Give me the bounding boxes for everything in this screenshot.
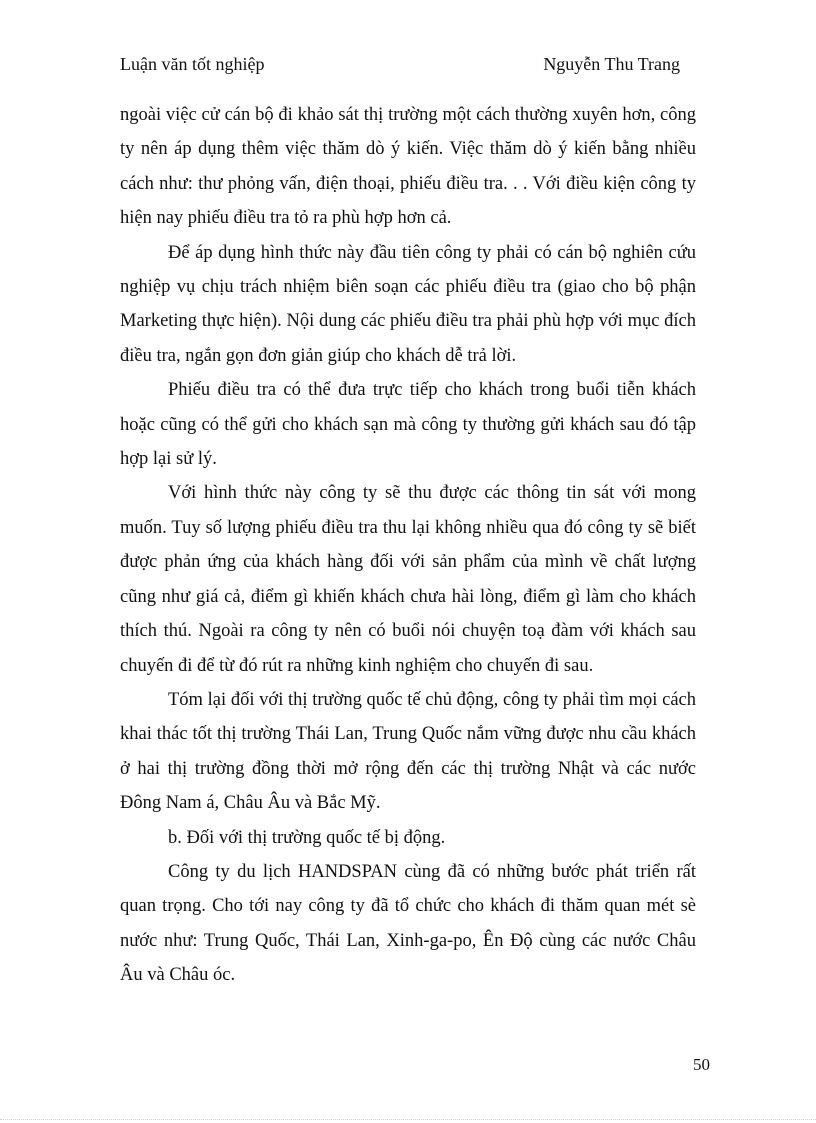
paragraph: Với hình thức này công ty sẽ thu được các thông tin sát với mong muốn. Tuy số lượng phiếu điều tra thu lại không nhiều qua đó công ty sẽ biết được phản ứng của khách hàng đối với sản phẩm của mình về chất lượng cũng như giá cả, điểm gì khiến khách chưa hài lòng, điểm gì làm cho khách thích thú. Ngoài ra công ty nên có buổi nói chuyện toạ đàm với khách sau chuyến đi để từ đó rút ra những kinh nghiệm cho chuyến đi sau. [120, 483, 696, 676]
paragraph: Tóm lại đối với thị trường quốc tế chủ động, công ty phải tìm mọi cách khai thác tốt thị trường Thái Lan, Trung Quốc nắm vững được nhu cầu khách ở hai thị trường đồng thời mở rộng đến các thị trường Nhật và các nước Đông Nam á, Châu Âu và Bắc Mỹ. [120, 689, 696, 814]
header-thesis-title: Luận văn tốt nghiệp [120, 54, 265, 74]
header-author-name: Nguyễn Thu Trang [543, 54, 680, 74]
paragraph: Để áp dụng hình thức này đầu tiên công ty phải có cán bộ nghiên cứu nghiệp vụ chịu trách nhiệm biên soạn các phiếu điều tra (giao cho bộ phận Marketing thực hiện). Nội dung các phiếu điều tra phải phù hợp với mục đích điều tra, ngắn gọn đơn giản giúp cho khách dễ trả lời. [120, 242, 696, 366]
paragraph: Phiếu điều tra có thể đưa trực tiếp cho khách trong buổi tiễn khách hoặc cũng có thể gửi cho khách sạn mà công ty thường gửi khách sau đó tập hợp lại sử lý. [120, 380, 696, 470]
page-bottom-divider [0, 1119, 816, 1120]
paragraph: Công ty du lịch HANDSPAN cùng đã có những bước phát triển rất quan trọng. Cho tới nay công ty đã tổ chức cho khách đi thăm quan mét sè nước như: Trung Quốc, Thái Lan, Xinh-ga-po, Ên Độ cùng các nước Châu Âu và Châu óc. [120, 861, 696, 986]
page-number: 50 [693, 1055, 710, 1074]
paragraph: ngoài việc cử cán bộ đi khảo sát thị trường một cách thường xuyên hơn, công ty nên áp dụng thêm việc thăm dò ý kiến. Việc thăm dò ý kiến bằng nhiều cách như: thư phỏng vấn, điện thoại, phiếu điều tra. . . Với điều kiện công ty hiện nay phiếu điều tra tỏ ra phù hợp hơn cả. [120, 105, 696, 229]
section-heading: b. Đối với thị trường quốc tế bị động. [168, 827, 446, 848]
document-body [120, 98, 696, 993]
